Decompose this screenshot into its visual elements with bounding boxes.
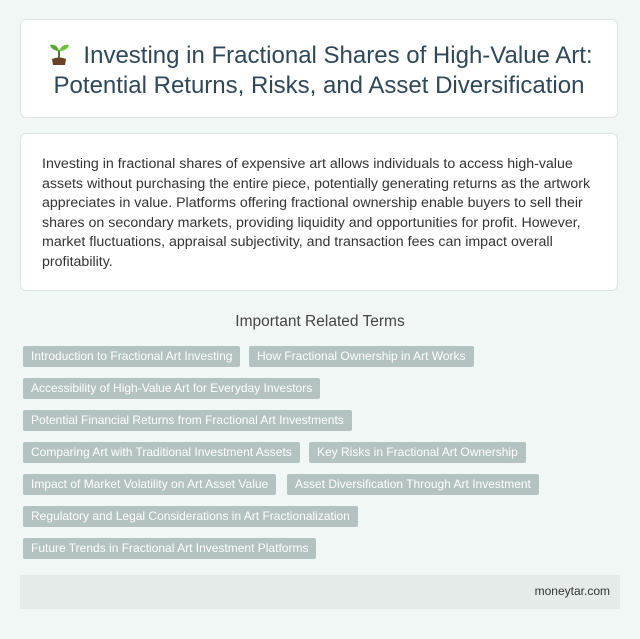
term-tag[interactable]: How Fractional Ownership in Art Works: [249, 346, 474, 367]
term-tag[interactable]: Introduction to Fractional Art Investing: [23, 346, 240, 367]
term-tag[interactable]: Future Trends in Fractional Art Investment Platforms: [23, 538, 316, 559]
term-tag[interactable]: Comparing Art with Traditional Investment Assets: [23, 442, 300, 463]
summary-text: Investing in fractional shares of expensive art allows individuals to access high-value assets without purchasing the entire piece, potentially generating returns as the artwork appreciates in value. Platforms offering fractional ownership enable buyers to sell their shares on secondary markets, providing liquidity and opportunities for profit. However, market fluctuations, appraisal subjectivity, and transaction fees can impact overall profitability.: [42, 156, 591, 270]
sprout-icon: [45, 41, 73, 67]
term-tag[interactable]: Asset Diversification Through Art Investment: [287, 474, 539, 495]
term-tag[interactable]: Regulatory and Legal Considerations in Art Fractionalization: [23, 506, 358, 527]
summary-card: [20, 133, 618, 291]
term-tag[interactable]: Potential Financial Returns from Fractional Art Investments: [23, 410, 352, 431]
title-card: [20, 19, 618, 118]
footer: [20, 575, 620, 609]
related-terms-heading: Important Related Terms: [235, 313, 405, 330]
term-tag[interactable]: Key Risks in Fractional Art Ownership: [309, 442, 526, 463]
title-text: Investing in Fractional Shares of High-Value Art: Potential Returns, Risks, and Asset Diversification: [53, 42, 593, 99]
term-tag[interactable]: Accessibility of High-Value Art for Everyday Investors: [23, 378, 320, 399]
term-tag[interactable]: Impact of Market Volatility on Art Asset Value: [23, 474, 276, 495]
page-title: [21, 41, 617, 101]
footer-site[interactable]: moneytar.com: [534, 584, 610, 598]
